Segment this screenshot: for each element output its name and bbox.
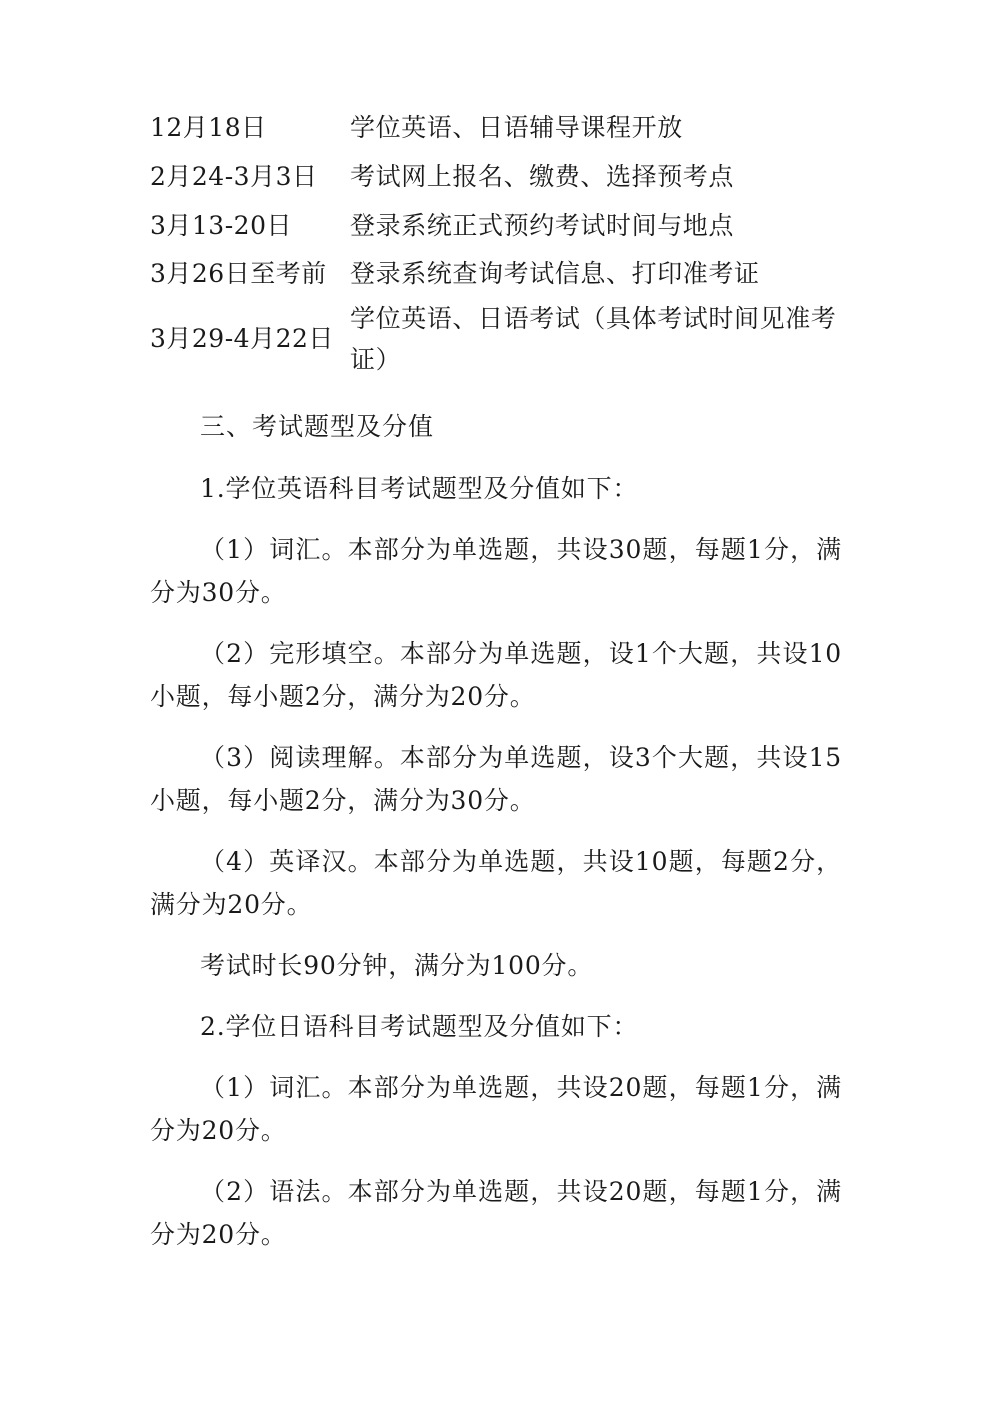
- schedule-date: 2月24-3月3日: [150, 161, 318, 191]
- table-row: [150, 299, 842, 380]
- paragraph-english-translation: （4）英译汉。本部分为单选题，共设10题，每题2分，满分为20分。: [150, 846, 842, 919]
- schedule-description: 考试网上报名、缴费、选择预考点: [350, 161, 735, 191]
- paragraph-english-subject-intro: 1.学位英语科目考试题型及分值如下：: [200, 473, 639, 503]
- paragraph-japanese-grammar: （2）语法。本部分为单选题，共设20题，每题1分，满分为20分。: [150, 1176, 842, 1249]
- exam-schedule-table: [150, 104, 842, 380]
- table-row: [150, 250, 842, 299]
- schedule-date: 3月26日至考前: [150, 259, 327, 289]
- table-row: [150, 153, 842, 202]
- table-row: [150, 104, 842, 153]
- schedule-description: 学位英语、日语辅导课程开放: [350, 113, 683, 143]
- paragraph-japanese-subject-intro: 2.学位日语科目考试题型及分值如下：: [200, 1011, 639, 1041]
- schedule-description: 登录系统正式预约考试时间与地点: [350, 210, 735, 240]
- paragraph-english-cloze: （2）完形填空。本部分为单选题，设1个大题，共设10小题，每小题2分，满分为20分。: [150, 638, 842, 711]
- schedule-date: 3月13-20日: [150, 210, 292, 240]
- schedule-date: 3月29-4月22日: [150, 324, 334, 354]
- table-row: [150, 202, 842, 251]
- paragraph-english-duration: 考试时长90分钟，满分为100分。: [200, 950, 594, 980]
- paragraph-japanese-vocabulary: （1）词汇。本部分为单选题，共设20题，每题1分，满分为20分。: [150, 1072, 842, 1145]
- paragraph-english-vocabulary: （1）词汇。本部分为单选题，共设30题，每题1分，满分为30分。: [150, 534, 842, 607]
- schedule-date: 12月18日: [150, 113, 267, 142]
- schedule-description: 学位英语、日语考试（具体考试时间见准考证）: [350, 304, 837, 374]
- section-heading: 三、考试题型及分值: [200, 412, 435, 441]
- paragraph-english-reading: （3）阅读理解。本部分为单选题，设3个大题，共设15小题，每小题2分，满分为30分。: [150, 742, 842, 815]
- schedule-description: 登录系统查询考试信息、打印准考证: [350, 259, 760, 289]
